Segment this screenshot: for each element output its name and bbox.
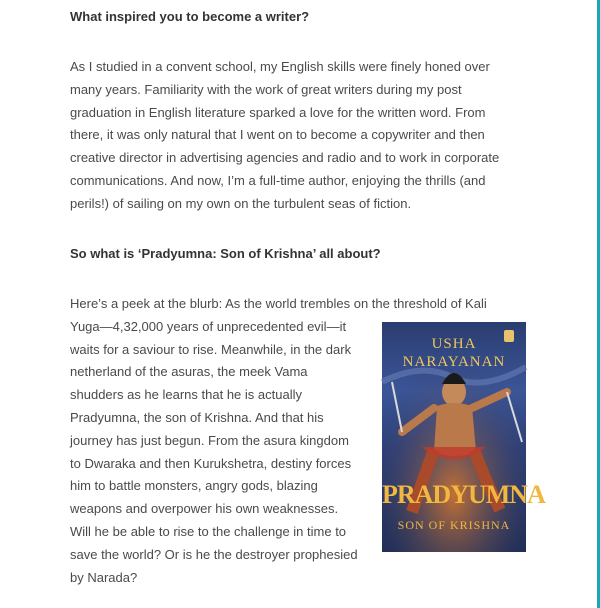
cover-author-first: USHA: [431, 336, 477, 352]
question-heading: What inspired you to become a writer?: [70, 9, 310, 24]
text-line: save the world? Or is he the destroyer prophesied: [70, 546, 358, 562]
text-line: netherland of the asuras, the meek Vama: [70, 364, 308, 380]
text-line: waits for a saviour to rise. Meanwhile, in the dark: [70, 341, 352, 357]
text-line: Here’s a peek at the blurb: As the world trembles on the threshold of Kali: [70, 296, 487, 311]
text-line: journey has just begun. From the asura kingdom: [70, 432, 349, 448]
text-line: to Dwaraka and then Kurukshetra, destiny forces: [70, 455, 352, 471]
text-line: Pradyumna, the son of Krishna. And that his: [70, 409, 324, 425]
text-line: graduation in English literature sparked a love for the written word. From: [70, 104, 486, 120]
text-line: there, it was only natural that I went on to become a copywriter and then: [70, 127, 485, 143]
text-line: As I studied in a convent school, my English skills were finely honed over: [70, 59, 490, 74]
answer-paragraph: [70, 56, 499, 216]
text-line: communications. And now, I’m a full-time author, enjoying the thrills (and: [70, 172, 486, 188]
cover-subtitle: SON OF KRISHNA: [397, 518, 511, 532]
text-line: him to battle monsters, angry gods, blazing: [70, 478, 318, 494]
text-line: many years. Familiarity with the work of great writers during my post: [70, 81, 462, 97]
text-line: Will he be able to rise to the challenge in time to: [70, 523, 347, 539]
book-cover-image: [382, 322, 545, 552]
text-line: weapons and overpower his own weaknesses.: [70, 501, 339, 517]
text-line: creative director in advertising agencies and radio and to work in corporate: [70, 150, 500, 166]
text-line: perils!) of sailing on my own on the turbulent seas of fiction.: [70, 195, 412, 211]
text-line: by Narada?: [70, 569, 138, 585]
text-line: shudders as he learns that he is actually: [70, 387, 302, 403]
question-heading: So what is ‘Pradyumna: Son of Krishna’ all about?: [70, 246, 381, 261]
cover-author-last: NARAYANAN: [402, 354, 506, 370]
cover-title: PRADYUMNA: [382, 480, 545, 509]
text-line: Yuga—4,32,000 years of unprecedented evil—it: [70, 318, 347, 334]
